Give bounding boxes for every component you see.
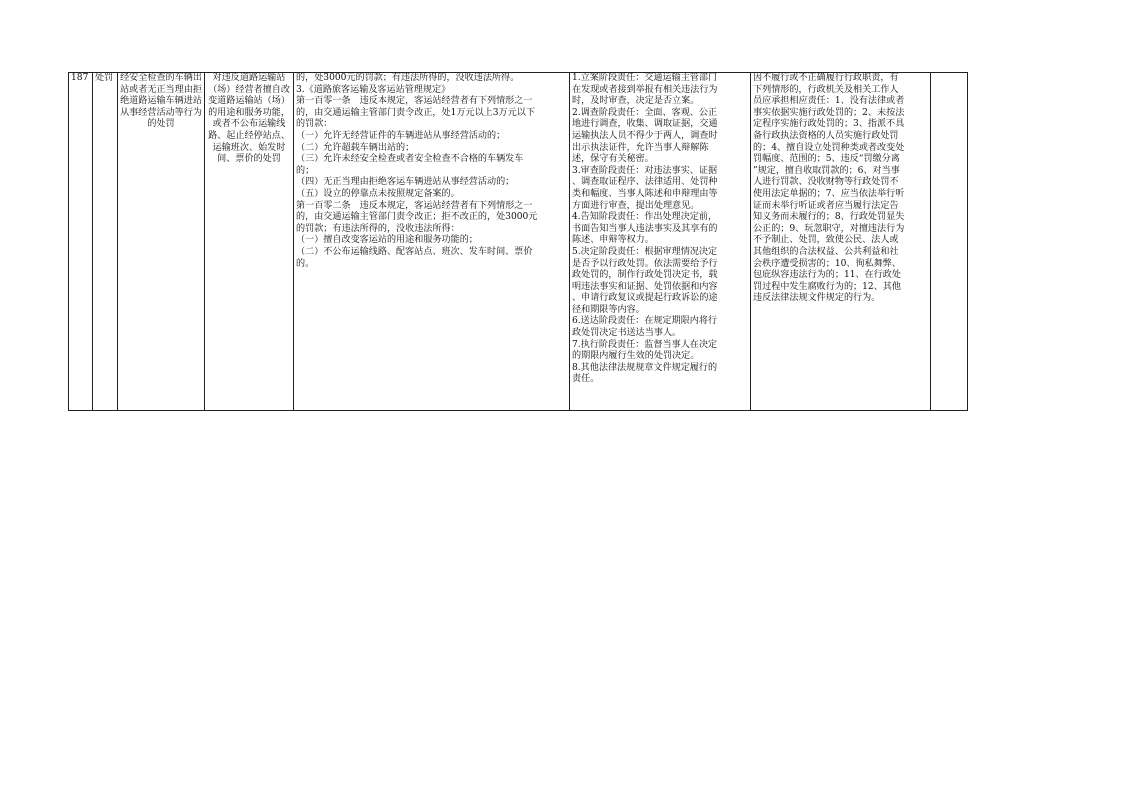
basis-line: 第一百零一条 违反本规定，客运站经营者有下列情形之一 bbox=[296, 96, 533, 107]
liability-line: 罚过程中发生腐败行为的；12、其他 bbox=[753, 281, 901, 292]
duty-line: 述，保守有关秘密。 bbox=[572, 154, 654, 165]
liability-line: 公正的；9、玩忽职守，对擅违法行为 bbox=[753, 223, 905, 234]
duty-line: 4.告知阶段责任：作出处理决定前， bbox=[572, 212, 718, 223]
basis-line: 第一百零二条 违反本规定，客运站经营者有下列情形之一 bbox=[296, 200, 533, 211]
basis-line: （一）擅自改变客运站的用途和服务功能的； bbox=[296, 235, 478, 246]
duty-responsibilities bbox=[570, 73, 751, 411]
basis-line: 的。 bbox=[296, 258, 315, 269]
duty-line: 、调查取证程序、法律适用、处罚种 bbox=[572, 177, 718, 188]
duty-line: 政处罚决定书送达当事人。 bbox=[572, 328, 682, 339]
liability-line: 包庇纵容违法行为的；11、在行政处 bbox=[753, 270, 901, 281]
duty-line: 方面进行审查，提出处理意见。 bbox=[572, 200, 700, 211]
basis-line: （二）不公布运输线路、配客站点、班次、发车时间、票价 bbox=[296, 246, 533, 257]
basis-line: （三）允许未经安全检查或者安全检查不合格的车辆发车 bbox=[296, 154, 524, 165]
basis-line: 的罚款： bbox=[296, 119, 333, 130]
duty-line: 3.审查阶段责任：对违法事实、证据 bbox=[572, 165, 718, 176]
basis-line: 3.《道路旅客运输及客运站管理规定》 bbox=[296, 84, 451, 95]
basis-line: 的，处3000元的罚款；有违法所得的，没收违法所得。 bbox=[296, 73, 520, 83]
duty-line: 径和期限等内容。 bbox=[572, 304, 645, 315]
liability-line: 定程序实施行政处罚的；3、指派不具 bbox=[753, 119, 905, 130]
duty-line: 地进行调查，收集、调取证据，交通 bbox=[572, 119, 718, 130]
liability-line: 的；4、擅自设立处罚种类或者改变处 bbox=[753, 142, 905, 153]
liability-line: 事实依据实施行政处罚的；2、未按法 bbox=[753, 107, 905, 118]
basis-line: 的罚款；有违法所得的，没收违法所得： bbox=[296, 223, 460, 234]
liability-line: 下列情形的，行政机关及相关工作人 bbox=[753, 84, 899, 95]
liability-line: 使用法定单据的；7、应当依法举行听 bbox=[753, 188, 905, 199]
row-number: 187 bbox=[69, 73, 93, 411]
liability-line: 违反法律法规文件规定的行为。 bbox=[753, 293, 881, 304]
duty-line: 2.调查阶段责任：全面、客观、公正 bbox=[572, 107, 718, 118]
table-row bbox=[69, 73, 968, 411]
duty-line: 是否予以行政处罚。依法需要给予行 bbox=[572, 258, 718, 269]
duty-line: 5.决定阶段责任：根据审理情况决定 bbox=[572, 246, 718, 257]
liability-line: 不予制止、处罚，致使公民、法人或 bbox=[753, 235, 899, 246]
duty-line: 8.其他法律法规规章文件规定履行的 bbox=[572, 362, 718, 373]
accountability-clause bbox=[751, 73, 931, 411]
duty-line: 的期限内履行生效的处罚决定。 bbox=[572, 351, 700, 362]
duty-line: 类和幅度、当事人陈述和申辩理由等 bbox=[572, 188, 718, 199]
liability-line: 罚幅度、范围的；5、违反“罚缴分离 bbox=[753, 154, 900, 165]
liability-line: 人进行罚款、没收财物等行政处罚不 bbox=[753, 177, 899, 188]
power-list-table bbox=[68, 72, 968, 411]
basis-line: 的； bbox=[296, 165, 315, 176]
power-category: 处罚 bbox=[93, 73, 118, 411]
duty-line: 1.立案阶段责任：交通运输主管部门 bbox=[572, 73, 718, 83]
liability-line: 备行政执法资格的人员实施行政处罚 bbox=[753, 130, 899, 141]
duty-line: 时，及时审查，决定是否立案。 bbox=[572, 96, 700, 107]
liability-line: 会秩序遭受损害的；10、徇私舞弊、 bbox=[753, 258, 901, 269]
item-name: 经安全检查的车辆出站或者无正当理由拒绝道路运输车辆进站从事经营活动等行为的处罚 bbox=[118, 73, 205, 411]
duty-line: 陈述、申辩等权力。 bbox=[572, 235, 654, 246]
duty-line: 责任。 bbox=[572, 374, 600, 385]
basis-line: （二）允许超载车辆出站的； bbox=[296, 142, 415, 153]
liability-line: 证而未举行听证或者应当履行法定告 bbox=[753, 200, 899, 211]
remarks-cell bbox=[931, 73, 968, 411]
liability-line: ”规定，擅自收取罚款的；6、对当事 bbox=[753, 165, 900, 176]
basis-line: 的，由交通运输主管部门责令改正，处1万元以上3万元以下 bbox=[296, 107, 535, 118]
duty-line: 书面告知当事人违法事实及其享有的 bbox=[572, 223, 718, 234]
basis-line: （四）无正当理由拒绝客运车辆进站从事经营活动的； bbox=[296, 177, 515, 188]
basis-line: 的，由交通运输主管部门责令改正；拒不改正的，处3000元 bbox=[296, 212, 538, 223]
duty-line: 出示执法证件，允许当事人辩解陈 bbox=[572, 142, 709, 153]
duty-line: 6.送达阶段责任：在规定期限内将行 bbox=[572, 316, 718, 327]
liability-line: 员应承担相应责任：1、没有法律或者 bbox=[753, 96, 905, 107]
liability-line: 知义务而未履行的；8、行政处罚显失 bbox=[753, 212, 905, 223]
duty-line: 在发现或者接到举报有相关违法行为 bbox=[572, 84, 718, 95]
liability-line: 因不履行或不正确履行行政职责，有 bbox=[753, 73, 899, 83]
duty-line: 、申请行政复议或提起行政诉讼的途 bbox=[572, 293, 718, 304]
basis-line: （五）设立的停靠点未按照规定备案的。 bbox=[296, 188, 460, 199]
duty-line: 运输执法人员不得少于两人，调查时 bbox=[572, 130, 718, 141]
liability-line: 其他组织的合法权益、公共利益和社 bbox=[753, 246, 899, 257]
duty-line: 7.执行阶段责任：监督当事人在决定 bbox=[572, 339, 718, 350]
duty-line: 明违法事实和证据、处罚依据和内容 bbox=[572, 281, 718, 292]
legal-basis bbox=[294, 73, 570, 411]
sub-item-name: 对违反道路运输站（场）经营者擅自改变道路运输站（场）的用途和服务功能，或者不公布运输线路、起止经停站点、运输班次、始发时间、票价的处罚 bbox=[205, 73, 294, 411]
basis-line: （一）允许无经营证件的车辆进站从事经营活动的； bbox=[296, 130, 506, 141]
duty-line: 政处罚的，制作行政处罚决定书，载 bbox=[572, 270, 718, 281]
